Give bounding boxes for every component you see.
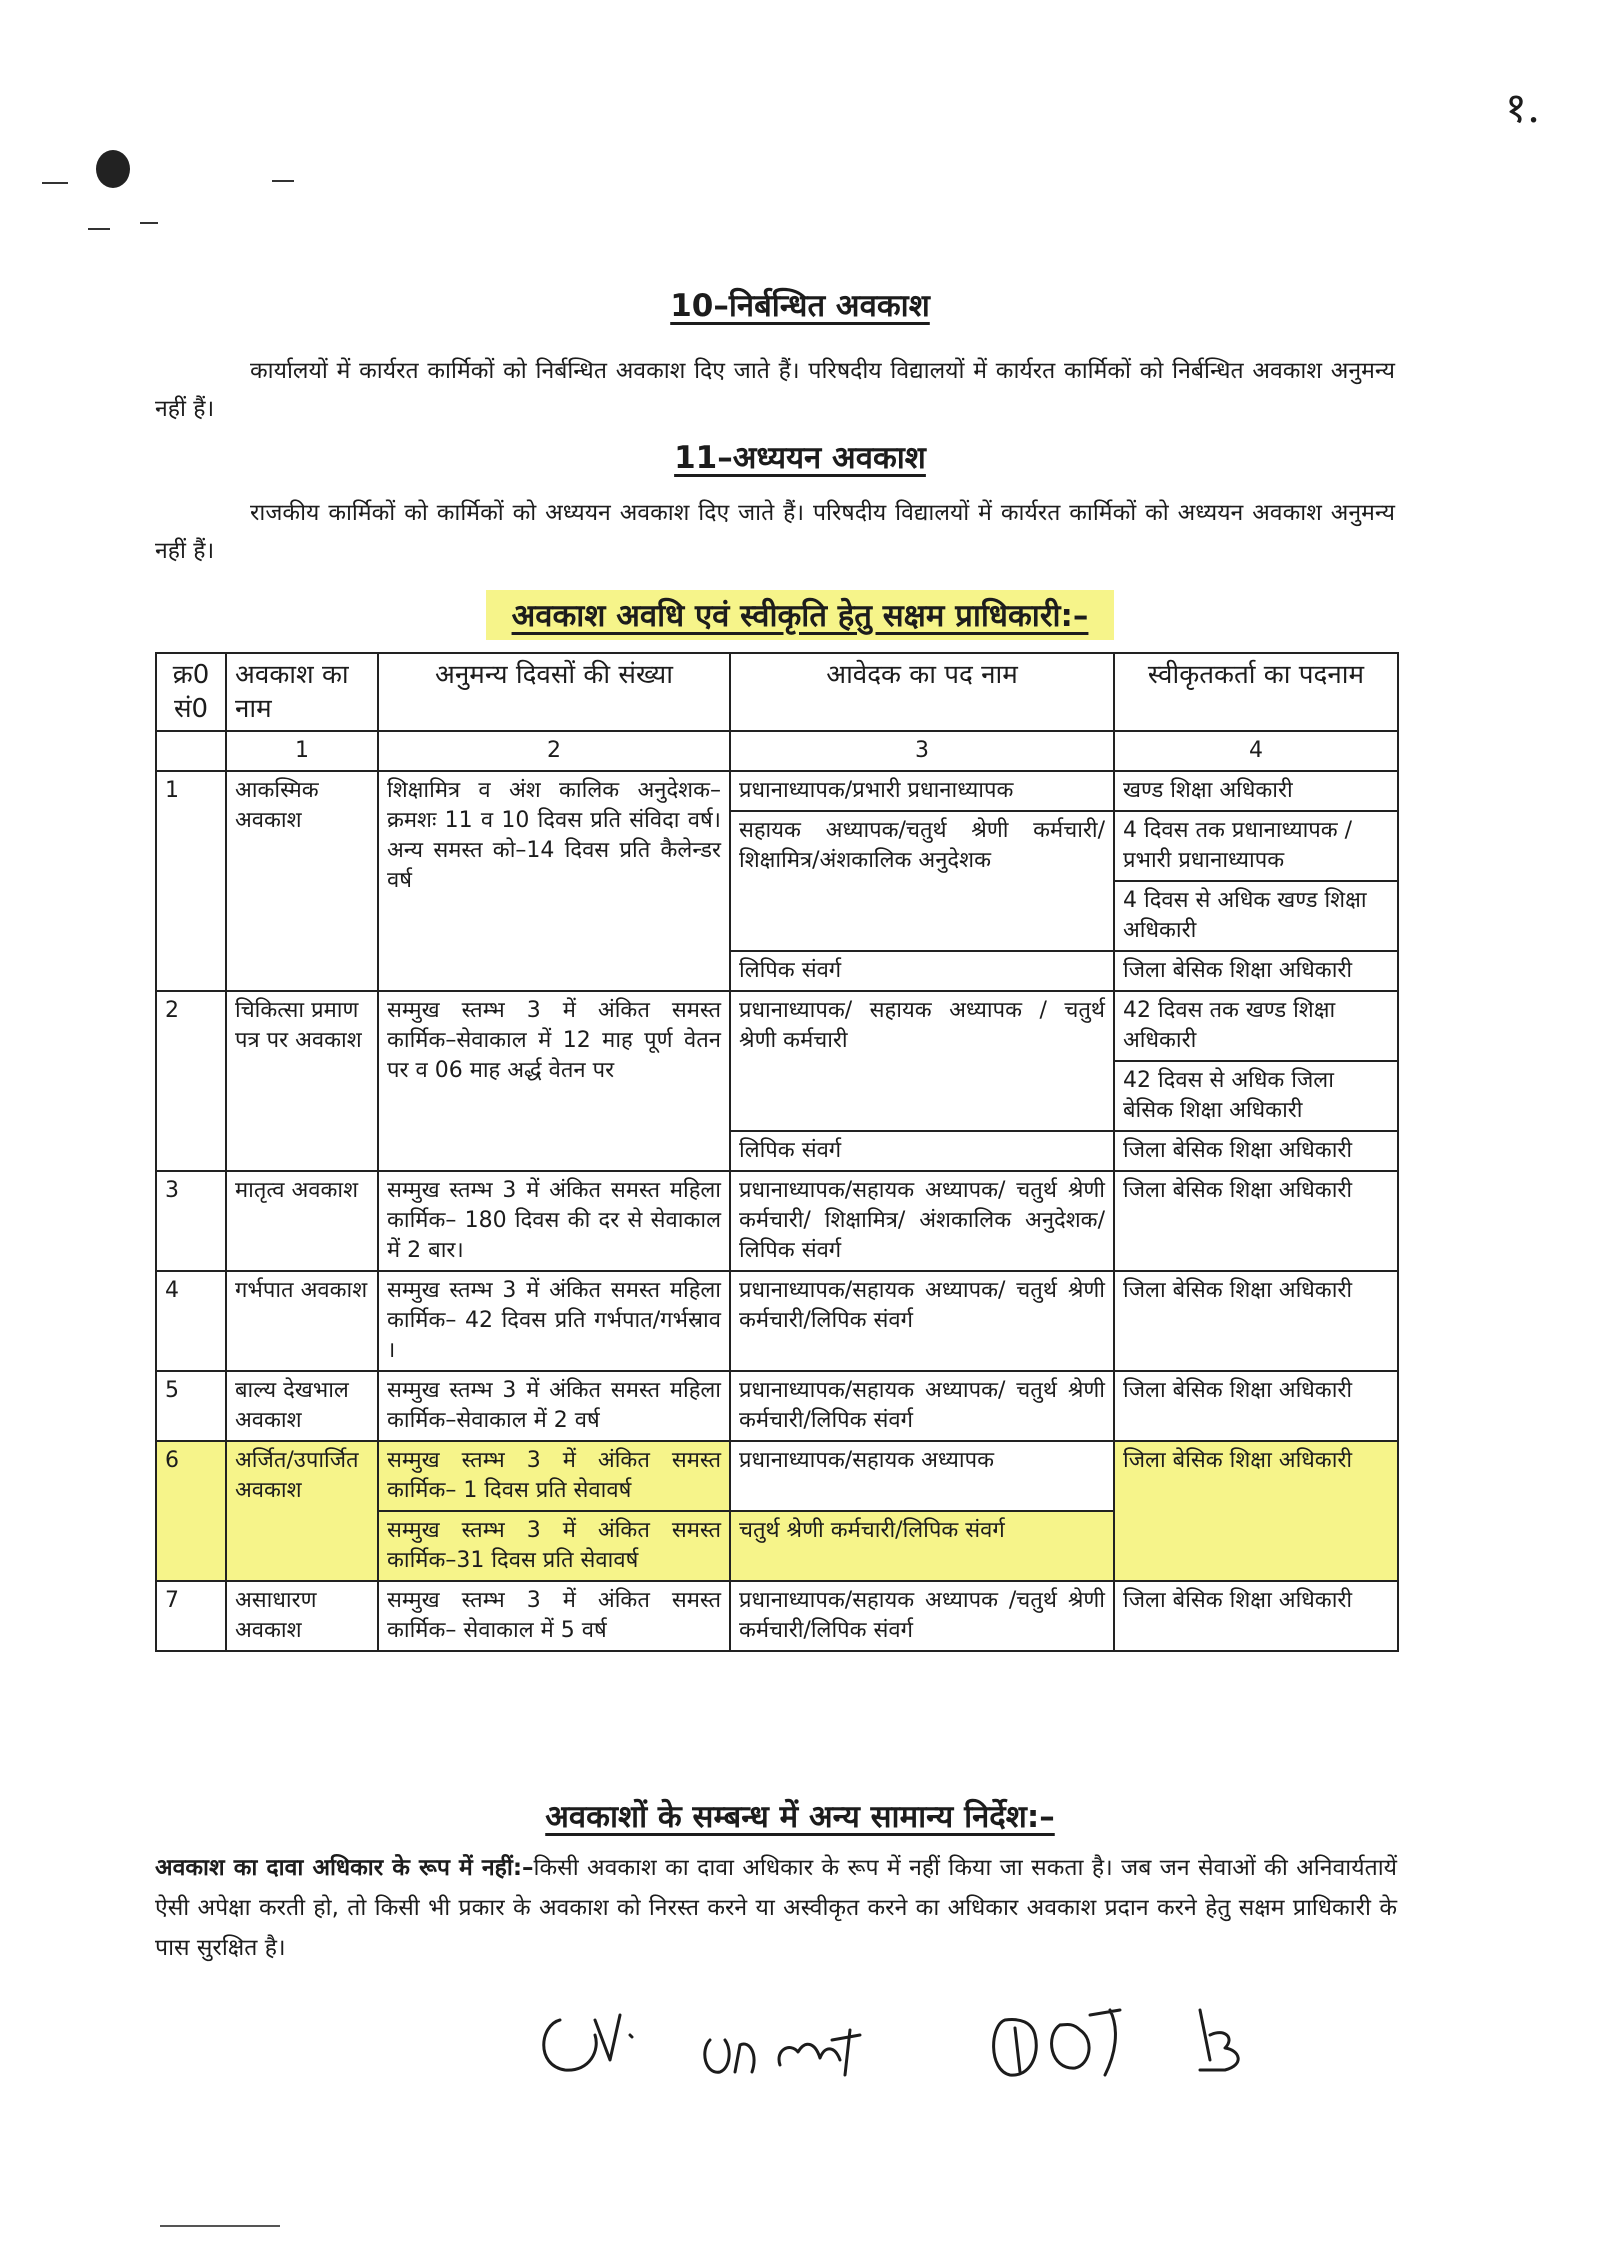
signature-1 xyxy=(544,2015,632,2070)
serial-number: 2 xyxy=(156,991,226,1171)
applicant-designation: चतुर्थ श्रेणी कर्मचारी/लिपिक संवर्ग xyxy=(730,1511,1114,1581)
instructions-heading: अवकाशों के सम्बन्ध में अन्य सामान्य निर्देश:– xyxy=(545,1799,1055,1835)
column-number: 2 xyxy=(378,731,730,771)
sanctioning-authority: 4 दिवस से अधिक खण्ड शिक्षा अधिकारी xyxy=(1114,881,1398,951)
days-allowed: सम्मुख स्तम्भ 3 में अंकित समस्त कार्मिक–सेवाकाल में 12 माह पूर्ण वेतन पर व 06 माह अर्द्ध वेतन पर xyxy=(378,991,730,1171)
table-row xyxy=(156,991,1398,1061)
sanctioning-authority: जिला बेसिक शिक्षा अधिकारी xyxy=(1114,1371,1398,1441)
table-row xyxy=(156,1441,1398,1511)
serial-number: 4 xyxy=(156,1271,226,1371)
header-serial: क्र0 सं0 xyxy=(156,653,226,731)
applicant-designation: प्रधानाध्यापक/प्रभारी प्रधानाध्यापक xyxy=(730,771,1114,811)
signature-3 xyxy=(994,2010,1120,2075)
days-allowed: सम्मुख स्तम्भ 3 में अंकित समस्त महिला कार्मिक–सेवाकाल में 2 वर्ष xyxy=(378,1371,730,1441)
table-header-row xyxy=(156,653,1398,731)
serial-number: 3 xyxy=(156,1171,226,1271)
leave-name: गर्भपात अवकाश xyxy=(226,1271,378,1371)
stray-mark xyxy=(272,180,294,182)
table-row xyxy=(156,771,1398,811)
page-number: १. xyxy=(1505,83,1541,132)
days-allowed: सम्मुख स्तम्भ 3 में अंकित समस्त कार्मिक–31 दिवस प्रति सेवावर्ष xyxy=(378,1511,730,1581)
applicant-designation: प्रधानाध्यापक/ सहायक अध्यापक / चतुर्थ श्रेणी कर्मचारी xyxy=(730,991,1114,1131)
sanctioning-authority: जिला बेसिक शिक्षा अधिकारी xyxy=(1114,1441,1398,1581)
days-allowed: सम्मुख स्तम्भ 3 में अंकित समस्त महिला कार्मिक– 180 दिवस की दर से सेवाकाल में 2 बार। xyxy=(378,1171,730,1271)
leave-name: बाल्य देखभाल अवकाश xyxy=(226,1371,378,1441)
column-number: 1 xyxy=(226,731,378,771)
header-sanctioning: स्वीकृतकर्ता का पदनाम xyxy=(1114,653,1398,731)
leave-name: मातृत्व अवकाश xyxy=(226,1171,378,1271)
serial-number: 7 xyxy=(156,1581,226,1651)
days-allowed: सम्मुख स्तम्भ 3 में अंकित समस्त महिला कार्मिक– 42 दिवस प्रति गर्भपात/गर्भस्राव । xyxy=(378,1271,730,1371)
stray-mark xyxy=(88,228,110,230)
bottom-rule xyxy=(160,2225,280,2227)
column-number-blank xyxy=(156,731,226,771)
sanctioning-authority: जिला बेसिक शिक्षा अधिकारी xyxy=(1114,951,1398,991)
section10-heading: 10–निर्बन्धित अवकाश xyxy=(670,288,930,324)
sanctioning-authority: खण्ड शिक्षा अधिकारी xyxy=(1114,771,1398,811)
header-days: अनुमन्य दिवसों की संख्या xyxy=(378,653,730,731)
table-row xyxy=(156,1371,1398,1441)
signature-4 xyxy=(1200,2010,1238,2070)
leave-name: आकस्मिक अवकाश xyxy=(226,771,378,991)
serial-number: 5 xyxy=(156,1371,226,1441)
applicant-designation: प्रधानाध्यापक/सहायक अध्यापक/ चतुर्थ श्रेणी कर्मचारी/ शिक्षामित्र/ अंशकालिक अनुदेशक/लिपिक संवर्ग xyxy=(730,1171,1114,1271)
stray-mark xyxy=(140,222,158,224)
sanctioning-authority: जिला बेसिक शिक्षा अधिकारी xyxy=(1114,1171,1398,1271)
applicant-designation: प्रधानाध्यापक/सहायक अध्यापक xyxy=(730,1441,1114,1511)
instructions-text xyxy=(155,1848,1397,1968)
sanctioning-authority: 42 दिवस तक खण्ड शिक्षा अधिकारी xyxy=(1114,991,1398,1061)
serial-number: 6 xyxy=(156,1441,226,1581)
section11-text: राजकीय कार्मिकों को कार्मिकों को अध्ययन अवकाश दिए जाते हैं। परिषदीय विद्यालयों में कार्यरत कार्मिकों को अध्ययन अवकाश अनुमन्य नहीं हैं। xyxy=(155,500,1395,564)
signature-2 xyxy=(705,2030,860,2075)
applicant-designation: लिपिक संवर्ग xyxy=(730,1131,1114,1171)
leave-name: अर्जित/उपार्जित अवकाश xyxy=(226,1441,378,1581)
section11-heading: 11–अध्ययन अवकाश xyxy=(674,440,926,476)
days-allowed: सम्मुख स्तम्भ 3 में अंकित समस्त कार्मिक– सेवाकाल में 5 वर्ष xyxy=(378,1581,730,1651)
applicant-designation: प्रधानाध्यापक/सहायक अध्यापक /चतुर्थ श्रेणी कर्मचारी/लिपिक संवर्ग xyxy=(730,1581,1114,1651)
ink-blot xyxy=(96,150,130,188)
sanctioning-authority: जिला बेसिक शिक्षा अधिकारी xyxy=(1114,1581,1398,1651)
instructions-lead: अवकाश का दावा अधिकार के रूप में नहीं:– xyxy=(155,1855,534,1881)
applicant-designation: सहायक अध्यापक/चतुर्थ श्रेणी कर्मचारी/शिक्षामित्र/अंशकालिक अनुदेशक xyxy=(730,811,1114,951)
column-number: 3 xyxy=(730,731,1114,771)
signatures xyxy=(520,1980,1320,2090)
leave-authority-table xyxy=(155,652,1399,1652)
column-number-row xyxy=(156,731,1398,771)
leave-name: चिकित्सा प्रमाण पत्र पर अवकाश xyxy=(226,991,378,1171)
table-row xyxy=(156,1271,1398,1371)
sanctioning-authority: 4 दिवस तक प्रधानाध्यापक /प्रभारी प्रधानाध्यापक xyxy=(1114,811,1398,881)
table-row xyxy=(156,1171,1398,1271)
applicant-designation: प्रधानाध्यापक/सहायक अध्यापक/ चतुर्थ श्रेणी कर्मचारी/लिपिक संवर्ग xyxy=(730,1271,1114,1371)
table-title: अवकाश अवधि एवं स्वीकृति हेतु सक्षम प्राधिकारी:– xyxy=(0,590,1600,640)
applicant-designation: लिपिक संवर्ग xyxy=(730,951,1114,991)
days-allowed: शिक्षामित्र व अंश कालिक अनुदेशक–क्रमशः 11 व 10 दिवस प्रति संविदा वर्ष। अन्य समस्त को–14 दिवस प्रति कैलेन्डर वर्ष xyxy=(378,771,730,991)
header-leave-name: अवकाश का नाम xyxy=(226,653,378,731)
leave-name: असाधारण अवकाश xyxy=(226,1581,378,1651)
sanctioning-authority: जिला बेसिक शिक्षा अधिकारी xyxy=(1114,1271,1398,1371)
serial-number: 1 xyxy=(156,771,226,991)
instructions-body: किसी अवकाश का दावा अधिकार के रूप में नहीं किया जा सकता है। जब जन सेवाओं की अनिवार्यतायें ऐसी अपेक्षा करती हो, तो किसी भी प्रकार के अवकाश को निरस्त करने या अस्वीकृत करने का अधिकार अवकाश प्रदान करने हेतु सक्षम प्राधिकारी के पास सुरक्षित है। xyxy=(155,1855,1397,1961)
days-allowed: सम्मुख स्तम्भ 3 में अंकित समस्त कार्मिक– 1 दिवस प्रति सेवावर्ष xyxy=(378,1441,730,1511)
sanctioning-authority: जिला बेसिक शिक्षा अधिकारी xyxy=(1114,1131,1398,1171)
table-row xyxy=(156,1581,1398,1651)
section10-text: कार्यालयों में कार्यरत कार्मिकों को निर्बन्धित अवकाश दिए जाते हैं। परिषदीय विद्यालयों में कार्यरत कार्मिकों को निर्बन्धित अवकाश अनुमन्य नहीं हैं। xyxy=(155,358,1395,422)
sanctioning-authority: 42 दिवस से अधिक जिला बेसिक शिक्षा अधिकारी xyxy=(1114,1061,1398,1131)
column-number: 4 xyxy=(1114,731,1398,771)
applicant-designation: प्रधानाध्यापक/सहायक अध्यापक/ चतुर्थ श्रेणी कर्मचारी/लिपिक संवर्ग xyxy=(730,1371,1114,1441)
header-applicant: आवेदक का पद नाम xyxy=(730,653,1114,731)
stray-mark xyxy=(42,182,68,184)
